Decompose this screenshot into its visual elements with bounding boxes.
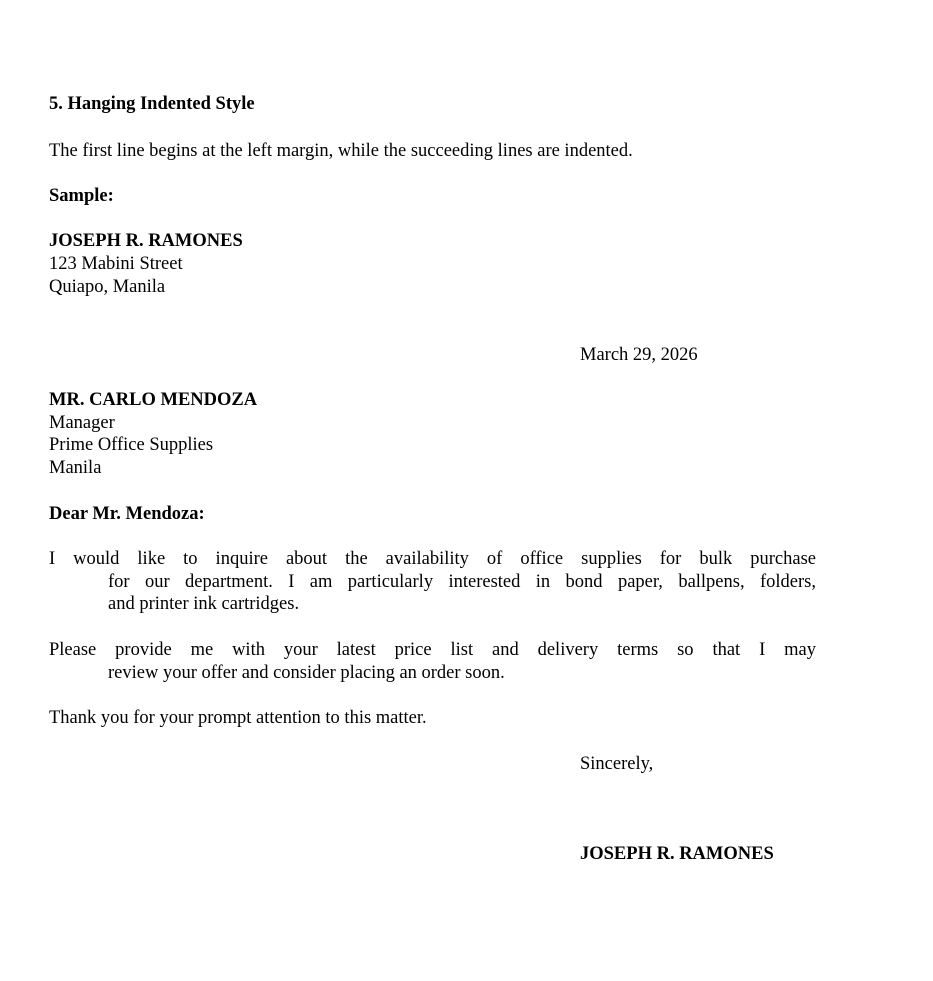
body-paragraph-3: Thank you for your prompt attention to this matter. bbox=[49, 708, 427, 728]
recipient-name: MR. CARLO MENDOZA bbox=[49, 390, 258, 410]
salutation: Dear Mr. Mendoza: bbox=[49, 504, 205, 524]
recipient-title: Manager bbox=[49, 413, 115, 433]
body-paragraph-2 bbox=[49, 639, 816, 684]
body-paragraph-2-line-1: Please provide me with your latest price list and delivery terms so that I may bbox=[49, 640, 816, 660]
sender-city: Quiapo, Manila bbox=[49, 277, 166, 297]
section-heading: 5. Hanging Indented Style bbox=[49, 94, 255, 114]
letter-date: March 29, 2026 bbox=[580, 345, 698, 365]
body-paragraph-1 bbox=[49, 548, 816, 616]
body-paragraph-2-line-2: review your offer and consider placing an order soon. bbox=[108, 662, 505, 683]
closing: Sincerely, bbox=[580, 754, 654, 774]
body-paragraph-1-line-1: I would like to inquire about the availability of office supplies for bulk purchase bbox=[49, 549, 816, 569]
section-description: The first line begins at the left margin, while the succeeding lines are indented. bbox=[49, 141, 633, 161]
sender-name: JOSEPH R. RAMONES bbox=[49, 231, 243, 251]
signature-name: JOSEPH R. RAMONES bbox=[580, 844, 774, 864]
body-paragraph-1-line-2: for our department. I am particularly interested in bond paper, ballpens, folders, bbox=[108, 571, 816, 592]
body-paragraph-1-line-3: and printer ink cartridges. bbox=[108, 594, 300, 614]
recipient-city: Manila bbox=[49, 458, 102, 478]
sender-street: 123 Mabini Street bbox=[49, 254, 183, 274]
recipient-company: Prime Office Supplies bbox=[49, 435, 214, 455]
sample-label: Sample: bbox=[49, 186, 114, 206]
